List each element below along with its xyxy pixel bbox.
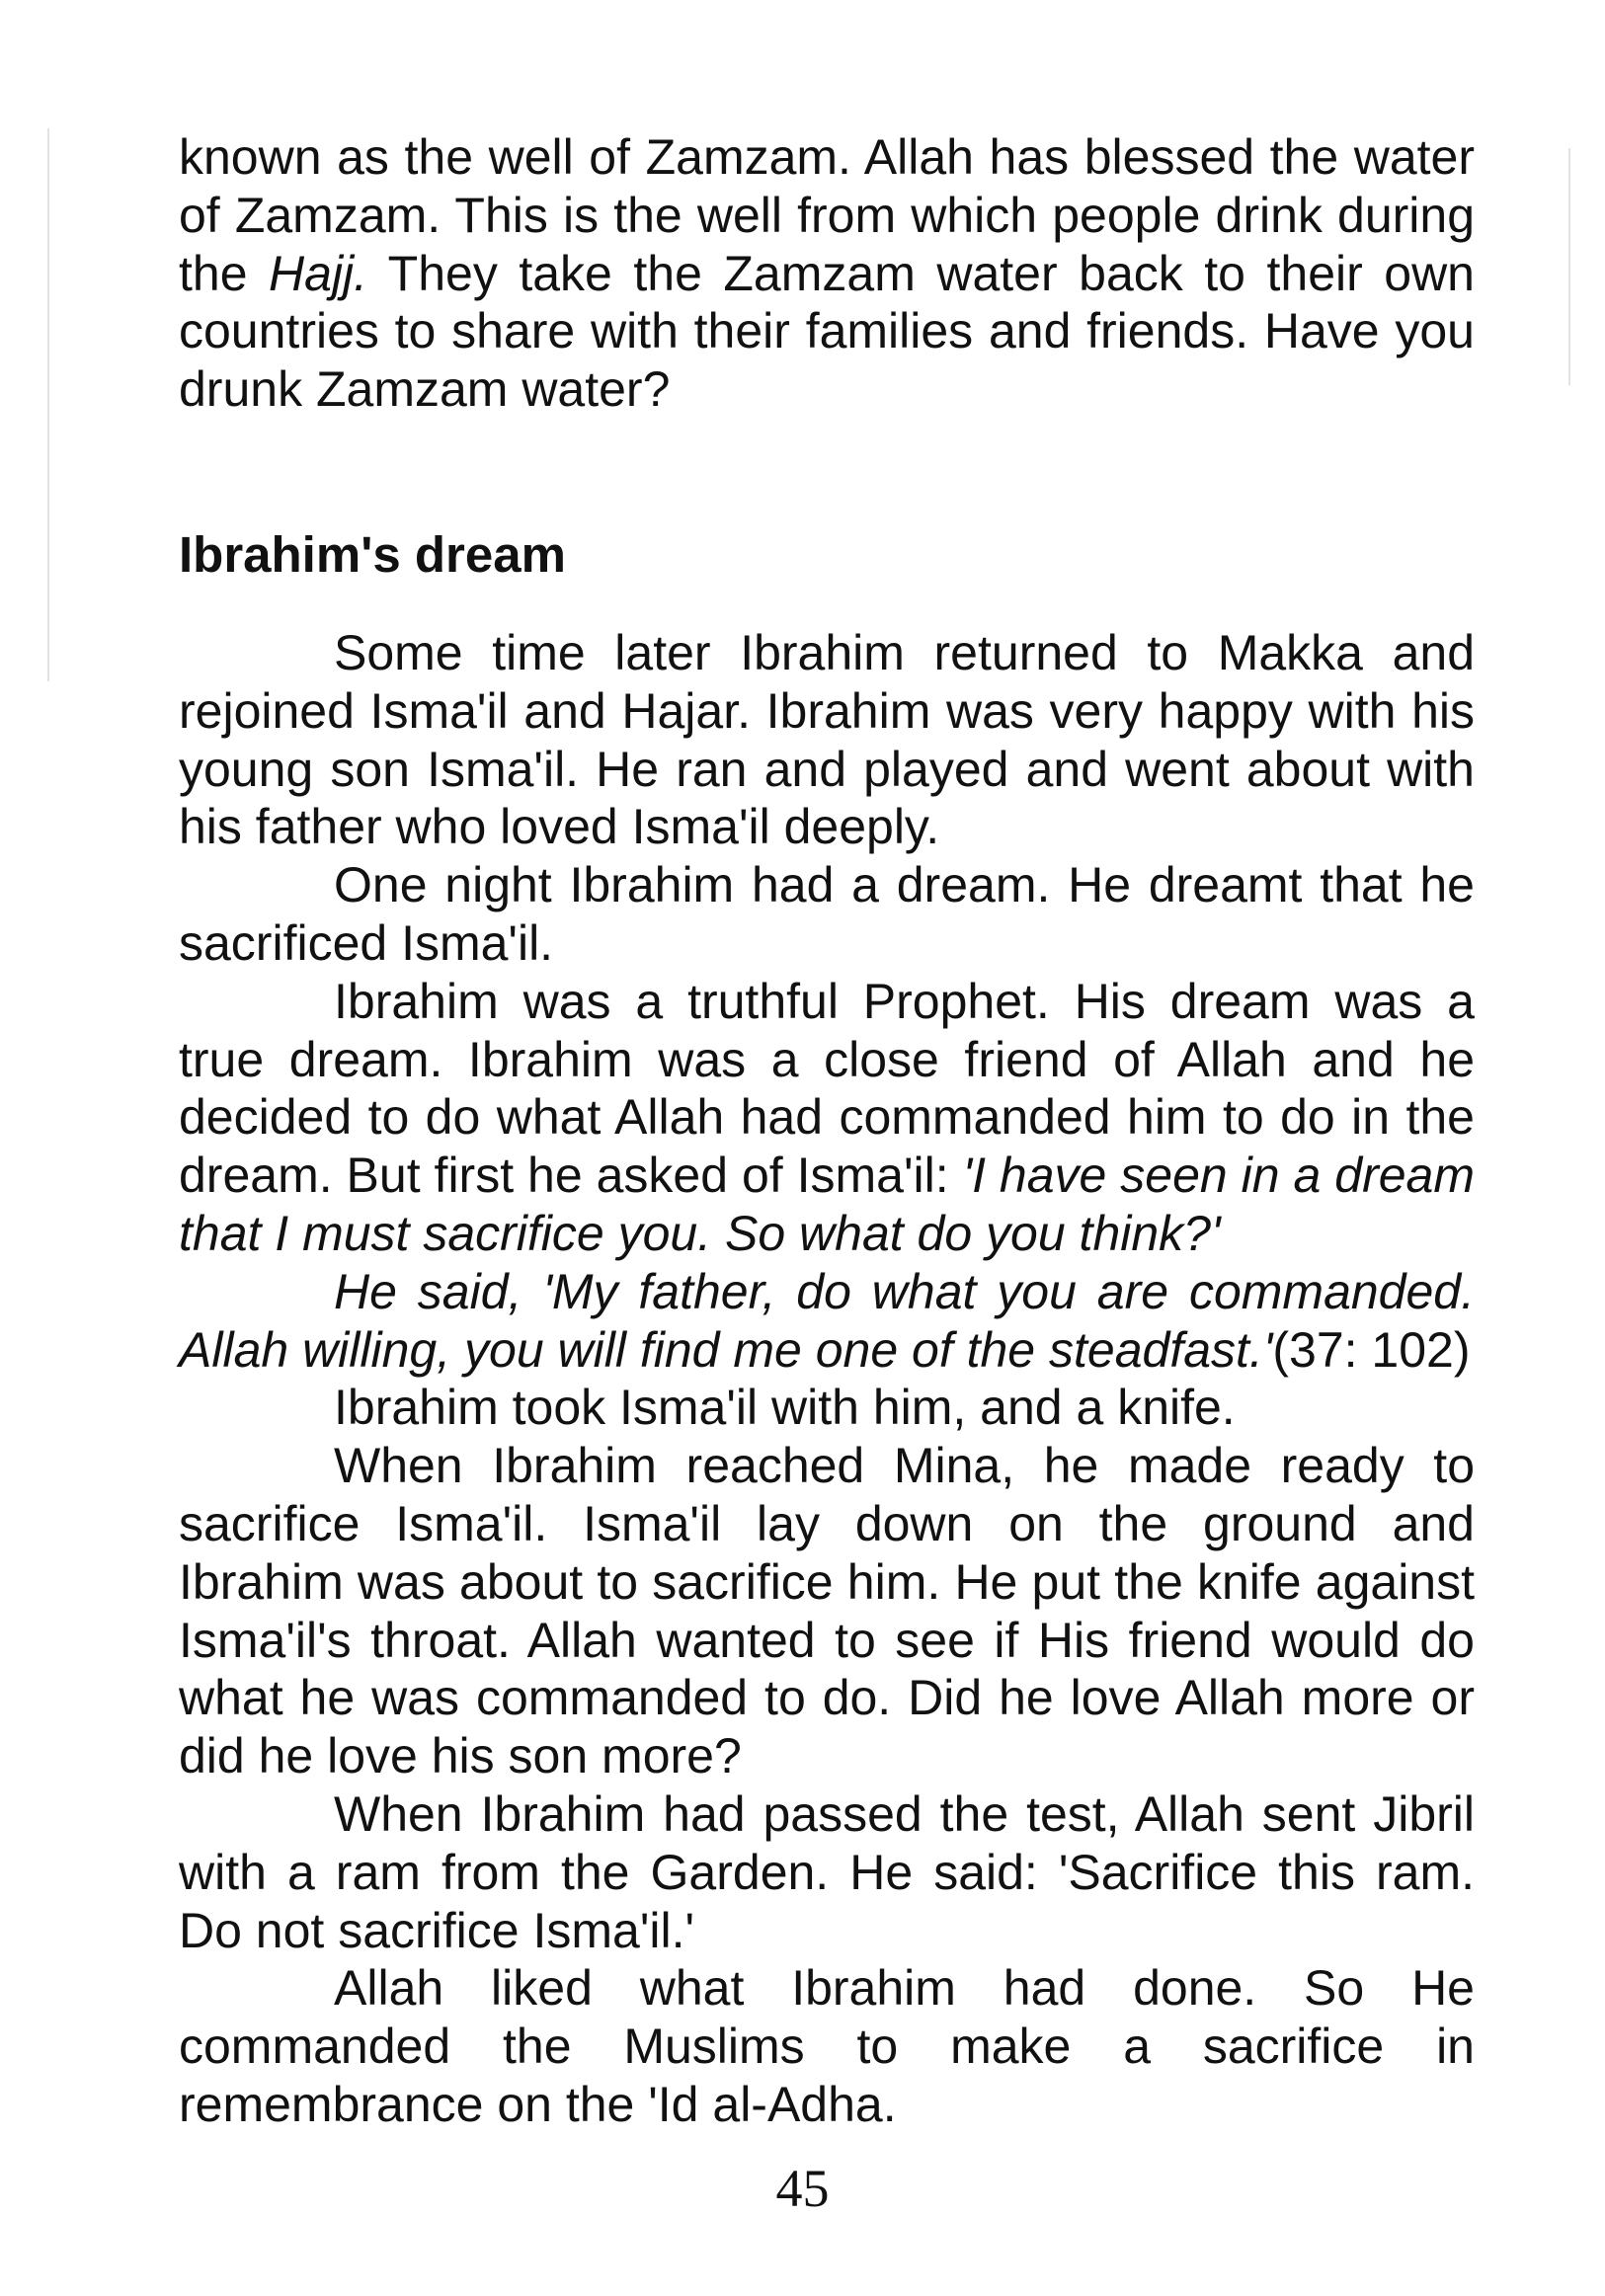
scan-edge-line-left	[47, 128, 49, 681]
page-number: 45	[775, 2159, 830, 2218]
book-page	[179, 128, 1475, 2134]
paragraph-ismail-reply	[179, 1263, 1475, 1380]
paragraph-id-al-adha: Allah liked what Ibrahim had done. So He commanded the Muslims to make a sacrifice in remembrance on the 'Id al-Adha.	[179, 1960, 1475, 2132]
ismail-quote: He said, 'My father, do what you are commanded. Allah willing, you will find me one of the steadfast.'	[179, 1263, 1475, 1378]
paragraph-knife: Ibrahim took Isma'il with him, and a knife.	[334, 1380, 1236, 1436]
truthful-prophet-text: Ibrahim was a truthful Prophet. His dream was a true dream. Ibrahim was a close friend of Allah and he decided to do what Allah had commanded him to do in the dream. But first he asked of Isma'il:	[179, 973, 1475, 1204]
paragraph-mina: When Ibrahim reached Mina, he made ready to sacrifice Isma'il. Isma'il lay down on the ground and Ibrahim was about to sacrifice him. He put the knife against Isma'il's throat. Allah wanted to see if His friend would do what he was commanded to do. Did he love Allah more or did he love his son more?	[179, 1438, 1475, 1784]
quran-citation: (37: 102)	[1272, 1321, 1471, 1378]
hajj-term: Hajj.	[269, 245, 368, 301]
paragraph-truthful-prophet	[179, 973, 1475, 1263]
opening-paragraph	[179, 128, 1475, 419]
ibrahim-quote: 'I have seen in a dream that I must sacrifice you. So what do you think?'	[179, 1148, 1475, 1261]
paragraph-ram: When Ibrahim had passed the test, Allah sent Jibril with a ram from the Garden. He said: 'Sacrifice this ram. Do not sacrifice Isma'il.'	[179, 1785, 1475, 1958]
scan-edge-line-right	[1568, 148, 1570, 385]
paragraph-dream: One night Ibrahim had a dream. He dreamt that he sacrificed Isma'il.	[179, 857, 1475, 971]
opening-text-2: They take the Zamzam water back to their own countries to share with their families and friends. Have you drunk Zamzam water?	[179, 245, 1475, 418]
opening-text-1: known as the well of Zamzam. Allah has blessed the water of Zamzam. This is the well from which people drink during the	[179, 129, 1475, 301]
paragraph-return-to-makka: Some time later Ibrahim returned to Makka and rejoined Isma'il and Hajar. Ibrahim was very happy with his young son Isma'il. He ran and played and went about with his father who loved Isma'il deeply.	[179, 624, 1475, 855]
section-heading: Ibrahim's dream	[179, 525, 566, 583]
